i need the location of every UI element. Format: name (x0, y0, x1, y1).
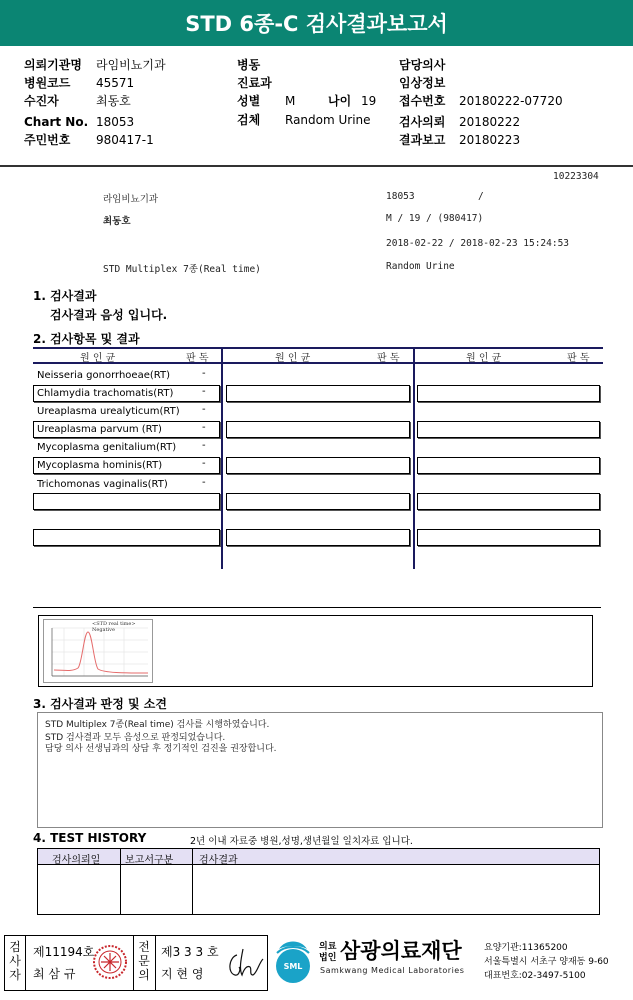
section-4-note: 2년 이내 자료중 병원,성명,생년월일 일치자료 입니다. (190, 836, 413, 847)
barcode-number: 10223304 (553, 171, 599, 182)
row-box (33, 529, 220, 546)
sig-divider (133, 935, 134, 991)
doctor-license: 제3 3 3 호 (161, 945, 219, 959)
row-box (226, 385, 410, 402)
header-field: 병동 (237, 58, 261, 72)
row-box (417, 493, 600, 510)
header-field: 결과보고 20180223 (399, 133, 521, 147)
info-chart-slash: / (478, 191, 484, 202)
header-field-age: 나이 19 (328, 94, 377, 108)
org-phone: 대표번호:02-3497-5100 (484, 971, 586, 981)
sig-divider (25, 935, 26, 991)
pathogen-result: - (202, 422, 206, 433)
sig-divider (155, 935, 156, 991)
finding-line: STD Multiplex 7종(Real time) 검사를 시행하였습니다. (45, 720, 270, 730)
org-name: 삼광의료재단 (340, 939, 462, 963)
section-1-result: 검사결과 음성 입니다. (50, 308, 168, 322)
row-box (417, 385, 600, 402)
section-4-title: 4. TEST HISTORY (33, 831, 147, 845)
info-sex-age: M / 19 / (980417) (386, 213, 484, 224)
header-field: Chart No. 18053 (24, 115, 135, 129)
info-dates: 2018-02-22 / 2018-02-23 15:24:53 (386, 238, 570, 249)
header-field: 수진자 최동호 (24, 94, 131, 108)
header-divider (0, 165, 633, 167)
header-field: 검사의뢰 20180222 (399, 115, 521, 129)
section-2-title: 2. 검사항목 및 결과 (33, 332, 140, 346)
doctor-signature-icon (225, 945, 265, 981)
col-result: 판 독 (377, 353, 400, 364)
col-result: 판 독 (567, 353, 590, 364)
row-box (226, 457, 410, 474)
row-box (226, 529, 410, 546)
pathogen-result: - (202, 386, 206, 397)
row-box (33, 493, 220, 510)
info-hospital: 라임비뇨기과 (103, 194, 159, 205)
examiner-seal-icon (92, 944, 128, 980)
pathogen-name: Mycoplasma genitalium(RT) (37, 442, 177, 453)
section-1-title: 1. 검사결과 (33, 289, 97, 303)
history-col-divider (192, 849, 193, 914)
history-col-date: 검사의뢰일 (52, 855, 101, 866)
history-col-type: 보고서구분 (125, 855, 174, 866)
table-header-line (33, 362, 603, 364)
pathogen-name: Ureaplasma parvum (RT) (37, 424, 162, 435)
header-field: 담당의사 (399, 58, 446, 72)
examiner-label: 검 사 자 (9, 940, 21, 982)
org-tag: 의료 법인 (319, 942, 337, 963)
finding-line: 담당 의사 선생님과의 상담 후 정기적인 검진을 권장합니다. (45, 744, 277, 754)
org-english-name: Samkwang Medical Laboratories (320, 966, 465, 975)
col-result: 판 독 (186, 353, 209, 364)
sml-logo-text: SML (283, 962, 303, 971)
info-chart: 18053 (386, 191, 415, 202)
header-field: 진료과 (237, 76, 272, 90)
history-table-header (38, 849, 599, 865)
info-name: 최동호 (103, 216, 131, 227)
row-box (226, 421, 410, 438)
pathogen-name: Neisseria gonorrhoeae(RT) (37, 370, 170, 381)
pathogen-result: - (202, 404, 206, 415)
pathogen-result: - (202, 440, 206, 451)
org-code: 요양기관:11365200 (484, 943, 568, 953)
graph-subtitle: Negative (92, 627, 115, 633)
section-3-title: 3. 검사결과 판정 및 소견 (33, 697, 167, 711)
report-title: STD 6종-C 검사결과보고서 (0, 0, 633, 46)
table-divider (221, 347, 223, 569)
row-box (226, 493, 410, 510)
pathogen-result: - (202, 368, 206, 379)
row-box (417, 529, 600, 546)
header-field: 성별 M (237, 94, 296, 108)
header-field: 주민번호 980417-1 (24, 133, 154, 147)
history-col-divider (120, 849, 121, 914)
col-pathogen: 원 인 균 (80, 353, 116, 364)
sml-logo-icon (271, 937, 315, 985)
info-test-name: STD Multiplex 7종(Real time) (103, 264, 261, 275)
col-pathogen: 원 인 균 (275, 353, 311, 364)
header-field: 임상정보 (399, 76, 446, 90)
col-pathogen: 원 인 균 (466, 353, 502, 364)
row-box (417, 457, 600, 474)
examiner-license: 제11194호 (33, 945, 95, 959)
pathogen-name: Ureaplasma urealyticum(RT) (37, 406, 180, 417)
header-field: 검체 Random Urine (237, 113, 371, 127)
org-address: 서울특별시 서초구 양재동 9-60 (484, 957, 609, 967)
pathogen-name: Chlamydia trachomatis(RT) (37, 388, 174, 399)
pathogen-name: Trichomonas vaginalis(RT) (37, 479, 168, 490)
graph-title: <STD real time> (92, 621, 136, 627)
doctor-name: 지 현 영 (161, 967, 204, 981)
table-divider (413, 347, 415, 569)
row-box (417, 421, 600, 438)
pathogen-result: - (202, 477, 206, 488)
pathogen-name: Mycoplasma hominis(RT) (37, 460, 163, 471)
doctor-label: 전 문 의 (138, 940, 150, 982)
finding-line: STD 검사결과 모두 음성으로 판정되었습니다. (45, 733, 226, 743)
header-field: 병원코드 45571 (24, 76, 135, 90)
pathogen-result: - (202, 458, 206, 469)
table-top-line (33, 347, 603, 349)
info-specimen: Random Urine (386, 261, 455, 272)
table-bottom-line (33, 607, 601, 608)
history-col-result: 검사결과 (199, 855, 238, 866)
header-field: 의뢰기관명 라임비뇨기과 (24, 58, 166, 72)
header-field: 접수번호 20180222-07720 (399, 94, 563, 108)
examiner-name: 최 삼 규 (33, 967, 76, 981)
